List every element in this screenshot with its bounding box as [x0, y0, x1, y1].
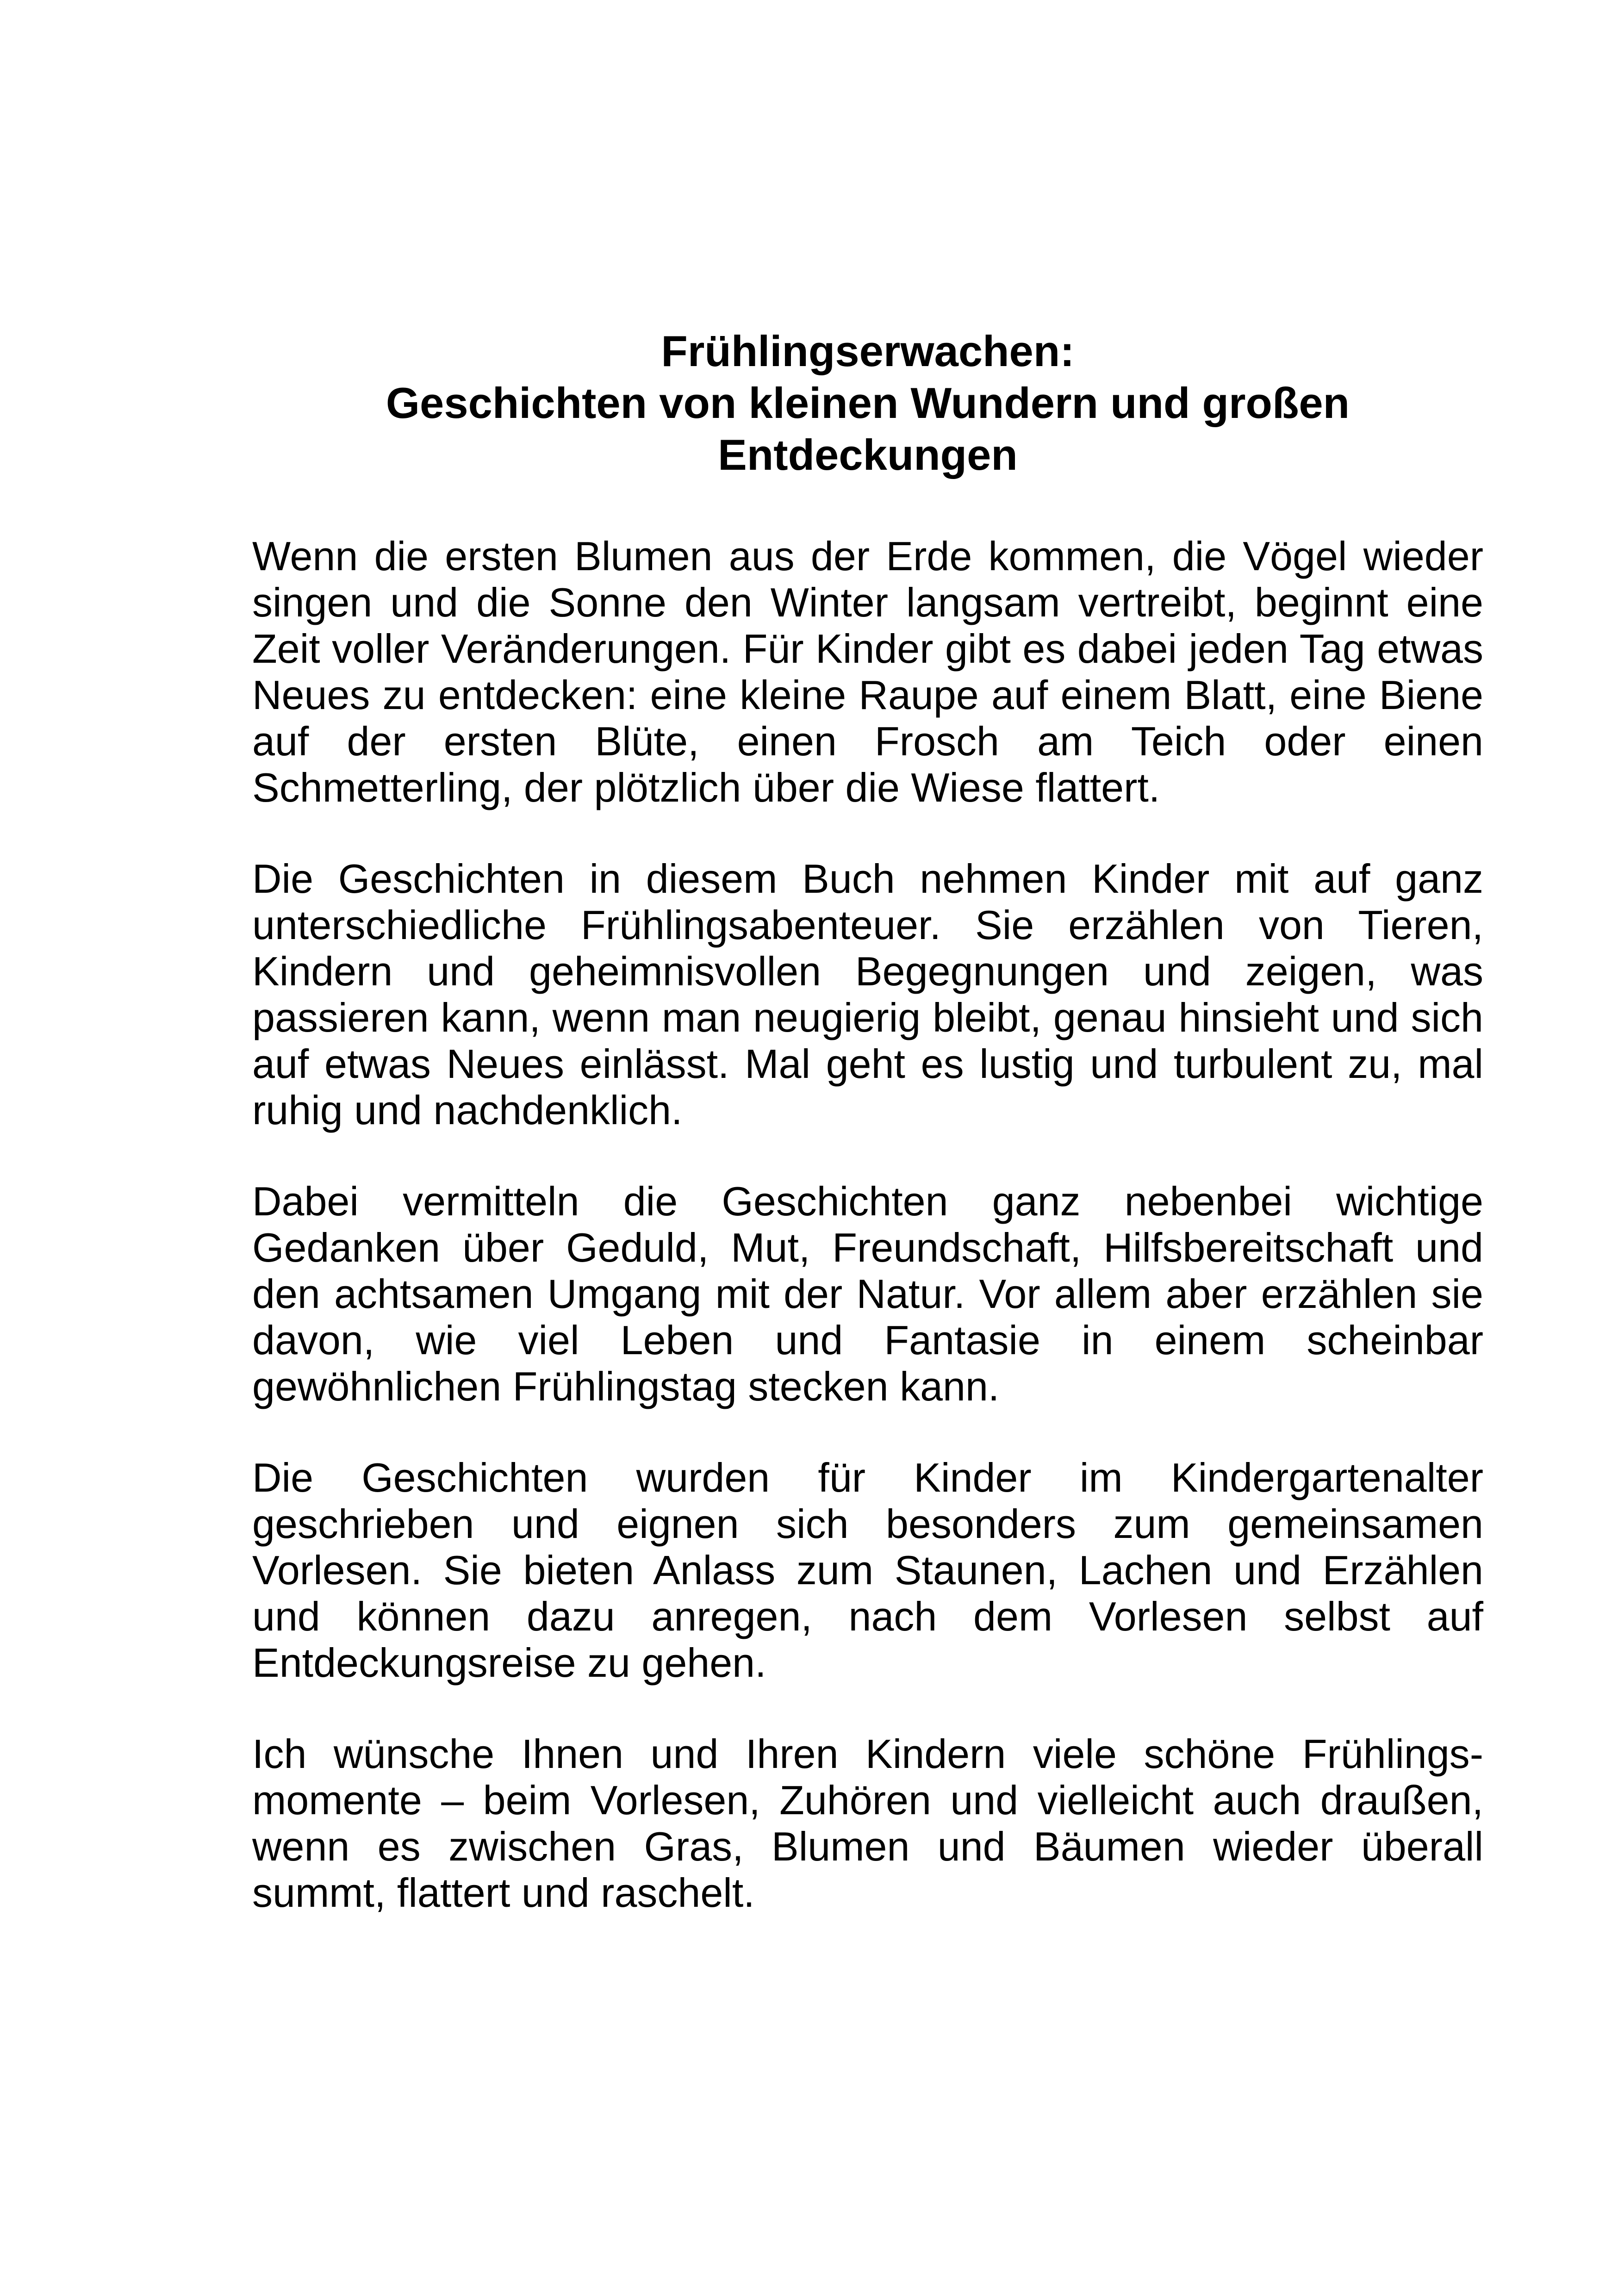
paragraph-intro: Wenn die ersten Blumen aus der Erde kommen, die Vögel wieder singen und die Sonne den Winter langsam vertreibt, beginnt eine Zeit voller Veränderungen. Für Kinder gibt es dabei jeden Tag etwas Neues zu entdecken: eine kleine Raupe auf einem Blatt, eine Biene auf der ersten Blüte, einen Frosch am Teich oder einen Schmetterling, der plötzlich über die Wiese flattert.	[252, 533, 1483, 810]
title-line-2: Geschichten von kleinen Wundern und großen	[386, 379, 1350, 427]
document-body	[252, 533, 1483, 1961]
paragraph-stories: Die Geschichten in diesem Buch nehmen Kinder mit auf ganz unterschiedliche Frühlingsabenteuer. Sie erzählen von Tieren, Kindern und geheimnisvollen Begegnungen und zeigen, was passieren kann, wenn man neugierig bleibt, genau hinsieht und sich auf etwas Neues einlässt. Mal geht es lustig und turbulent zu, mal ruhig und nachdenklich.	[252, 856, 1483, 1133]
paragraph-closing: Ich wünsche Ihnen und Ihren Kindern viele schöne Frühlingsmomente – beim Vorlesen, Zuhören und vielleicht auch draußen, wenn es zwischen Gras, Blumen und Bäumen wieder überall summt, flattert und raschelt.	[252, 1731, 1483, 1916]
document-title	[252, 325, 1483, 481]
paragraph-values: Dabei vermitteln die Geschichten ganz nebenbei wichtige Gedanken über Geduld, Mut, Freundschaft, Hilfsbereitschaft und den achtsamen Umgang mit der Natur. Vor allem aber erzählen sie davon, wie viel Leben und Fantasie in einem scheinbar gewöhnlichen Frühlingstag stecken kann.	[252, 1178, 1483, 1409]
title-line-1: Frühlingserwachen:	[661, 327, 1075, 375]
paragraph-audience: Die Geschichten wurden für Kinder im Kindergartenalter geschrieben und eignen sich besonders zum gemeinsamen Vorlesen. Sie bieten Anlass zum Staunen, Lachen und Erzählen und können dazu anregen, nach dem Vorlesen selbst auf Entdeckungsreise zu gehen.	[252, 1455, 1483, 1686]
title-line-3: Entdeckungen	[718, 430, 1018, 479]
